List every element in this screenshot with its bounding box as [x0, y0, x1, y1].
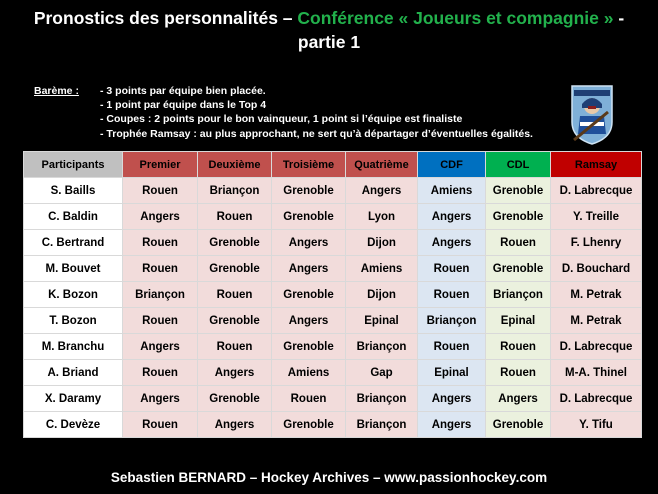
cdl-cell: Grenoble: [486, 412, 551, 438]
table-row: [24, 230, 642, 256]
premier-cell: Angers: [123, 334, 198, 360]
scoring-lines: [100, 84, 533, 141]
troisieme-cell: Grenoble: [272, 282, 346, 308]
table-row: [24, 412, 642, 438]
column-header-troisieme: Troisième: [272, 152, 346, 178]
cdf-cell: Epinal: [418, 360, 486, 386]
deuxieme-cell: Rouen: [198, 282, 272, 308]
table-row: [24, 256, 642, 282]
troisieme-cell: Rouen: [272, 386, 346, 412]
footer-credits: Sebastien BERNARD – Hockey Archives – www.passionhockey.com: [110, 470, 548, 485]
cdl-cell: Angers: [486, 386, 551, 412]
ramsay-cell: Y. Treille: [551, 204, 642, 230]
quatrieme-cell: Angers: [346, 178, 418, 204]
column-header-premier: Premier: [123, 152, 198, 178]
quatrieme-cell: Amiens: [346, 256, 418, 282]
deuxieme-cell: Angers: [198, 360, 272, 386]
scoring-line: - 3 points par équipe bien placée.: [100, 85, 266, 97]
deuxieme-cell: Rouen: [198, 334, 272, 360]
deuxieme-cell: Grenoble: [198, 308, 272, 334]
premier-cell: Rouen: [123, 412, 198, 438]
troisieme-cell: Angers: [272, 256, 346, 282]
table-row: [24, 308, 642, 334]
cdl-cell: Grenoble: [486, 256, 551, 282]
quatrieme-cell: Dijon: [346, 230, 418, 256]
participant-name: K. Bozon: [24, 282, 123, 308]
table-row: [24, 386, 642, 412]
column-header-cdf: CDF: [418, 152, 486, 178]
scoring-line: - Coupes : 2 points pour le bon vainqueur, 1 point si l’équipe est finaliste: [100, 113, 463, 126]
troisieme-cell: Grenoble: [272, 178, 346, 204]
deuxieme-cell: Briançon: [198, 178, 272, 204]
cdf-cell: Angers: [418, 412, 486, 438]
troisieme-cell: Grenoble: [272, 412, 346, 438]
troisieme-cell: Amiens: [272, 360, 346, 386]
scoring-line: - Trophée Ramsay : au plus approchant, ne sert qu’à départager d’éventuelles égalités.: [100, 127, 533, 140]
participant-name: X. Daramy: [24, 386, 123, 412]
column-header-deuxieme: Deuxième: [198, 152, 272, 178]
ramsay-cell: M. Petrak: [551, 308, 642, 334]
table-row: [24, 204, 642, 230]
table-header-row: [24, 152, 642, 178]
premier-cell: Rouen: [123, 360, 198, 386]
cdf-cell: Angers: [418, 230, 486, 256]
title-part-3: -: [613, 8, 625, 28]
table-row: [24, 360, 642, 386]
deuxieme-cell: Grenoble: [198, 386, 272, 412]
ramsay-cell: M-A. Thinel: [551, 360, 642, 386]
ramsay-cell: F. Lhenry: [551, 230, 642, 256]
cdl-cell: Rouen: [486, 230, 551, 256]
participant-name: C. Baldin: [24, 204, 123, 230]
cdl-cell: Rouen: [486, 334, 551, 360]
participant-name: C. Bertrand: [24, 230, 123, 256]
quatrieme-cell: Epinal: [346, 308, 418, 334]
troisieme-cell: Grenoble: [272, 334, 346, 360]
hockey-player-logo-icon: [568, 82, 616, 146]
cdf-cell: Angers: [418, 386, 486, 412]
column-header-cdl: CDL: [486, 152, 551, 178]
title-part-1: Pronostics des personnalités –: [33, 8, 298, 28]
title-line-2: partie 1: [297, 32, 361, 52]
quatrieme-cell: Briançon: [346, 386, 418, 412]
cdl-cell: Briançon: [486, 282, 551, 308]
cdf-cell: Amiens: [418, 178, 486, 204]
quatrieme-cell: Gap: [346, 360, 418, 386]
participant-name: C. Devèze: [24, 412, 123, 438]
deuxieme-cell: Grenoble: [198, 230, 272, 256]
participant-name: M. Branchu: [24, 334, 123, 360]
deuxieme-cell: Grenoble: [198, 256, 272, 282]
predictions-table: [23, 151, 642, 438]
scoring-label: Barème :: [34, 85, 79, 97]
premier-cell: Rouen: [123, 178, 198, 204]
participant-name: A. Briand: [24, 360, 123, 386]
table-row: [24, 178, 642, 204]
cdl-cell: Grenoble: [486, 204, 551, 230]
cdf-cell: Angers: [418, 204, 486, 230]
premier-cell: Briançon: [123, 282, 198, 308]
page-title: [0, 6, 658, 54]
participant-name: M. Bouvet: [24, 256, 123, 282]
ramsay-cell: D. Labrecque: [551, 334, 642, 360]
cdf-cell: Rouen: [418, 256, 486, 282]
deuxieme-cell: Angers: [198, 412, 272, 438]
ramsay-cell: D. Labrecque: [551, 178, 642, 204]
column-header-participants: Participants: [24, 152, 123, 178]
ramsay-cell: D. Labrecque: [551, 386, 642, 412]
title-conference: Conférence « Joueurs et compagnie »: [297, 8, 614, 28]
cdl-cell: Rouen: [486, 360, 551, 386]
table-row: [24, 282, 642, 308]
deuxieme-cell: Rouen: [198, 204, 272, 230]
cdl-cell: Grenoble: [486, 178, 551, 204]
ramsay-cell: D. Bouchard: [551, 256, 642, 282]
column-header-ramsay: Ramsay: [551, 152, 642, 178]
cdl-cell: Epinal: [486, 308, 551, 334]
troisieme-cell: Grenoble: [272, 204, 346, 230]
premier-cell: Rouen: [123, 230, 198, 256]
premier-cell: Rouen: [123, 308, 198, 334]
premier-cell: Rouen: [123, 256, 198, 282]
ramsay-cell: M. Petrak: [551, 282, 642, 308]
premier-cell: Angers: [123, 204, 198, 230]
title-line-1: [0, 6, 658, 30]
scoring-line: - 1 point par équipe dans le Top 4: [100, 99, 267, 112]
quatrieme-cell: Dijon: [346, 282, 418, 308]
quatrieme-cell: Briançon: [346, 334, 418, 360]
column-header-quatrieme: Quatrième: [346, 152, 418, 178]
ramsay-cell: Y. Tifu: [551, 412, 642, 438]
cdf-cell: Rouen: [418, 282, 486, 308]
premier-cell: Angers: [123, 386, 198, 412]
participant-name: S. Baills: [24, 178, 123, 204]
table-row: [24, 334, 642, 360]
troisieme-cell: Angers: [272, 230, 346, 256]
quatrieme-cell: Briançon: [346, 412, 418, 438]
quatrieme-cell: Lyon: [346, 204, 418, 230]
cdf-cell: Briançon: [418, 308, 486, 334]
cdf-cell: Rouen: [418, 334, 486, 360]
participant-name: T. Bozon: [24, 308, 123, 334]
troisieme-cell: Angers: [272, 308, 346, 334]
